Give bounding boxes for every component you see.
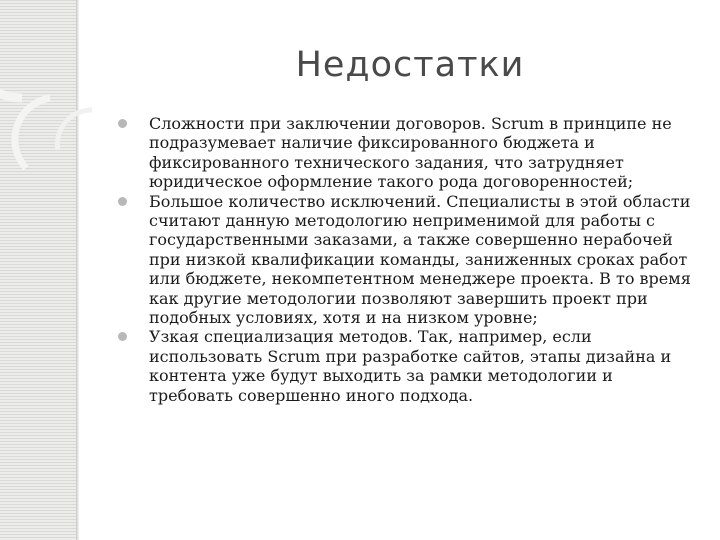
band-shadow <box>76 0 79 540</box>
bullet-text: Сложности при заключении договоров. Scrum в принципе не подразумевает наличие фиксированного бюджета и фиксированного технического задания, что затрудняет юридическое оформление такого рода договоренностей; <box>149 114 672 192</box>
bullet-item <box>132 327 697 405</box>
bullet-item <box>132 114 697 192</box>
bullet-list <box>132 114 697 405</box>
bullet-dot-icon <box>118 197 127 206</box>
bullet-item <box>132 192 697 328</box>
bullet-text: Большое количество исключений. Специалисты в этой области считают данную методологию неприменимой для работы с государственными заказами, а также совершенно нерабочей при низкой квалификации команды, заниженных сроках работ или бюджете, некомпетентном менеджере проекта. В то время как другие методологии позволяют завершить проект при подобных условиях, хотя и на низком уровне; <box>149 191 691 328</box>
decorative-left-band <box>0 0 76 540</box>
bullet-dot-icon <box>118 332 127 341</box>
bullet-text: Узкая специализация методов. Так, например, если использовать Scrum при разработке сайтов, этапы дизайна и контента уже будут выходить за рамки методологии и требовать совершенно иного подхода. <box>149 327 672 405</box>
slide-title: Недостатки <box>295 45 525 85</box>
bullet-dot-icon <box>118 119 127 128</box>
